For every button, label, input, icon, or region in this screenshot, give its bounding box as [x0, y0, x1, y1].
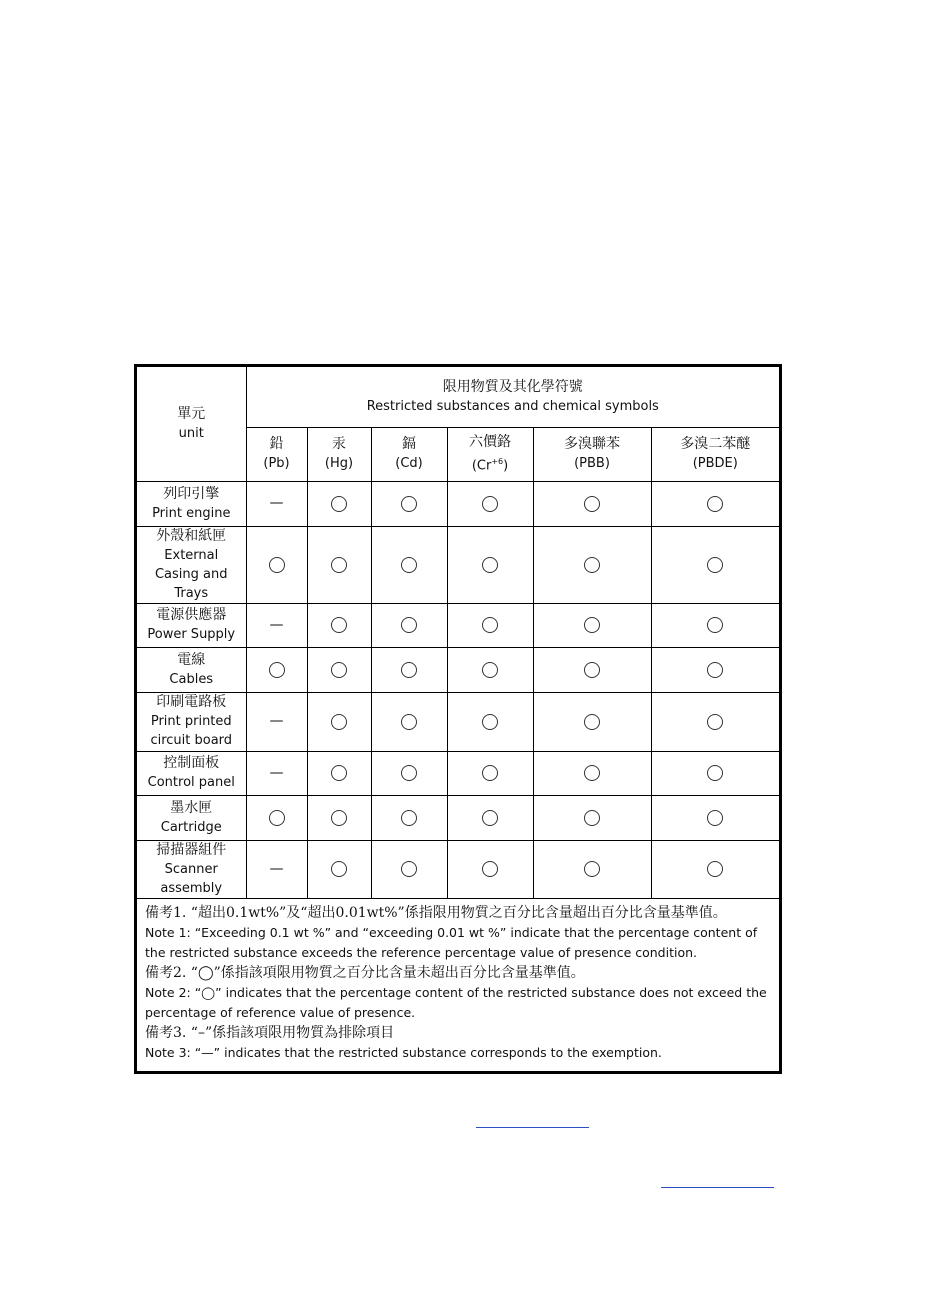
circle-mark-icon	[401, 714, 417, 730]
substance-status-cell	[371, 603, 447, 647]
substance-header-cell	[246, 427, 307, 481]
note-2-en: Note 2: “◯” indicates that the percentage content of the restricted substance does not exceed the percentage of reference value of presence.	[145, 984, 767, 1020]
circle-mark-icon	[331, 810, 347, 826]
substance-status-cell	[371, 751, 447, 795]
substance-name-zh: 鎘	[402, 436, 416, 452]
unit-name-en: External	[164, 547, 219, 563]
circle-mark-icon	[331, 765, 347, 781]
restricted-substances-table	[137, 367, 779, 899]
unit-name-cell	[137, 751, 246, 795]
substance-status-cell	[533, 526, 651, 603]
circle-mark-icon	[482, 617, 498, 633]
unit-name-zh: 掃描器組件	[156, 841, 227, 858]
substance-status-cell	[651, 795, 779, 840]
circle-mark-icon	[401, 810, 417, 826]
substance-status-cell	[371, 526, 447, 603]
substance-header-cell	[651, 427, 779, 481]
substance-status-cell	[246, 692, 307, 751]
circle-mark-icon	[482, 557, 498, 573]
circle-mark-icon	[269, 810, 285, 826]
substance-status-cell	[447, 647, 533, 692]
circle-mark-icon	[707, 861, 723, 877]
substance-status-cell	[447, 603, 533, 647]
circle-mark-icon	[482, 765, 498, 781]
rohs-table-frame	[134, 364, 782, 1074]
unit-header-en: unit	[178, 425, 204, 441]
unit-name-zh: 控制面板	[163, 755, 220, 771]
circle-mark-icon	[331, 861, 347, 877]
restricted-header-zh: 限用物質及其化學符號	[442, 378, 583, 395]
substance-status-cell	[307, 603, 371, 647]
circle-mark-icon	[331, 714, 347, 730]
unit-name-en: Trays	[174, 585, 209, 601]
circle-mark-icon	[707, 617, 723, 633]
table-row	[137, 751, 779, 795]
dash-mark: —	[269, 860, 284, 877]
dash-mark: —	[269, 616, 284, 633]
circle-mark-icon	[482, 714, 498, 730]
notes-section	[137, 899, 779, 1063]
unit-name-en: Power Supply	[147, 627, 236, 642]
substance-symbol: (Pb)	[263, 456, 290, 471]
substance-status-cell	[246, 481, 307, 526]
substance-name-zh: 多溴聯苯	[564, 436, 620, 452]
unit-header-zh: 單元	[177, 405, 206, 422]
substance-name-zh: 多溴二苯醚	[680, 436, 751, 452]
substance-header-cell	[447, 427, 533, 481]
circle-mark-icon	[584, 810, 600, 826]
substance-symbol: (Hg)	[324, 456, 354, 471]
substance-symbol: (Cd)	[395, 456, 423, 471]
substance-header-cell	[533, 427, 651, 481]
unit-name-en: circuit board	[150, 733, 233, 748]
table-row	[137, 692, 779, 751]
circle-mark-icon	[482, 662, 498, 678]
table-row	[137, 603, 779, 647]
circle-mark-icon	[707, 496, 723, 512]
circle-mark-icon	[584, 557, 600, 573]
circle-mark-icon	[707, 714, 723, 730]
substance-status-cell	[371, 795, 447, 840]
substance-status-cell	[307, 647, 371, 692]
substance-status-cell	[246, 751, 307, 795]
substance-status-cell	[447, 692, 533, 751]
substance-status-cell	[246, 840, 307, 898]
unit-name-en: Print engine	[152, 505, 231, 521]
circle-mark-icon	[584, 617, 600, 633]
note-3-zh: 備考3. “–”係指該項限用物質為排除項目	[145, 1024, 395, 1041]
unit-name-en: Casing and	[154, 566, 228, 582]
unit-name-en: Scanner	[164, 861, 218, 877]
substance-symbol-end: )	[503, 458, 509, 474]
circle-mark-icon	[584, 714, 600, 730]
substance-status-cell	[533, 795, 651, 840]
note-1-zh: 備考1. “超出0.1wt%”及“超出0.01wt%”係指限用物質之百分比含量超出百分比含量基準值。	[145, 904, 727, 921]
unit-name-en: Print printed	[150, 714, 232, 729]
table-row	[137, 840, 779, 898]
note-2-zh: 備考2. “◯”係指該項限用物質之百分比含量未超出百分比含量基準值。	[145, 964, 585, 981]
substance-name-zh: 六價鉻	[469, 433, 511, 450]
substance-status-cell	[533, 603, 651, 647]
table-row	[137, 526, 779, 603]
substance-name-zh: 汞	[332, 436, 346, 452]
unit-name-zh: 列印引擎	[163, 485, 220, 502]
circle-mark-icon	[707, 662, 723, 678]
substance-status-cell	[246, 647, 307, 692]
substance-status-cell	[371, 647, 447, 692]
unit-name-en: assembly	[160, 880, 223, 896]
circle-mark-icon	[584, 861, 600, 877]
unit-name-cell	[137, 603, 246, 647]
dash-mark: —	[269, 713, 284, 729]
dash-mark: —	[269, 495, 284, 511]
substance-status-cell	[651, 603, 779, 647]
substance-status-cell	[371, 692, 447, 751]
substance-name-zh: 鉛	[269, 436, 284, 452]
table-row	[137, 481, 779, 526]
circle-mark-icon	[584, 496, 600, 512]
substance-status-cell	[533, 481, 651, 526]
link-underline[interactable]	[661, 1187, 774, 1188]
unit-name-cell	[137, 481, 246, 526]
substance-status-cell	[447, 795, 533, 840]
unit-name-zh: 外殼和紙匣	[156, 527, 227, 544]
circle-mark-icon	[584, 662, 600, 678]
substance-status-cell	[307, 795, 371, 840]
substance-status-cell	[246, 526, 307, 603]
unit-name-zh: 電線	[177, 651, 206, 668]
substance-symbol	[448, 452, 533, 475]
substance-status-cell	[307, 526, 371, 603]
circle-mark-icon	[401, 617, 417, 633]
unit-name-en: Cartridge	[160, 819, 222, 835]
circle-mark-icon	[482, 496, 498, 512]
circle-mark-icon	[269, 557, 285, 573]
table-row	[137, 647, 779, 692]
substance-symbol: (PBDE)	[692, 456, 738, 471]
substance-status-cell	[246, 603, 307, 647]
substance-status-cell	[447, 751, 533, 795]
unit-name-zh: 電源供應器	[156, 607, 227, 623]
substance-status-cell	[651, 481, 779, 526]
restricted-substances-header	[246, 367, 779, 427]
circle-mark-icon	[401, 557, 417, 573]
substance-status-cell	[371, 481, 447, 526]
substance-status-cell	[651, 647, 779, 692]
circle-mark-icon	[401, 496, 417, 512]
substance-status-cell	[447, 526, 533, 603]
unit-name-cell	[137, 526, 246, 603]
substance-symbol-superscript: +6	[491, 456, 504, 466]
substance-status-cell	[533, 647, 651, 692]
circle-mark-icon	[707, 765, 723, 781]
unit-name-zh: 印刷電路板	[156, 694, 227, 710]
circle-mark-icon	[331, 617, 347, 633]
note-3-en: Note 3: “—” indicates that the restricted substance corresponds to the exemption.	[145, 1044, 662, 1060]
substance-status-cell	[307, 481, 371, 526]
substance-status-cell	[533, 840, 651, 898]
substance-status-cell	[651, 526, 779, 603]
restricted-header-en: Restricted substances and chemical symbols	[366, 398, 659, 414]
unit-name-cell	[137, 840, 246, 898]
substance-status-cell	[307, 840, 371, 898]
circle-mark-icon	[707, 557, 723, 573]
circle-mark-icon	[331, 496, 347, 512]
substance-status-cell	[533, 751, 651, 795]
substance-header-cell	[371, 427, 447, 481]
substance-status-cell	[533, 692, 651, 751]
unit-name-zh: 墨水匣	[170, 799, 213, 816]
substance-status-cell	[447, 481, 533, 526]
circle-mark-icon	[331, 662, 347, 678]
link-underline[interactable]	[476, 1127, 589, 1128]
circle-mark-icon	[401, 765, 417, 781]
circle-mark-icon	[482, 861, 498, 877]
circle-mark-icon	[707, 810, 723, 826]
substance-symbol: (PBB)	[574, 456, 610, 471]
unit-header-cell	[137, 367, 246, 481]
dash-mark: —	[269, 764, 284, 781]
circle-mark-icon	[482, 810, 498, 826]
substance-status-cell	[447, 840, 533, 898]
substance-status-cell	[371, 840, 447, 898]
unit-name-cell	[137, 692, 246, 751]
circle-mark-icon	[401, 662, 417, 678]
note-1-en: Note 1: “Exceeding 0.1 wt %” and “exceeding 0.01 wt %” indicate that the percentage content of the restricted substance exceeds the reference percentage value of presence condition.	[145, 924, 758, 960]
circle-mark-icon	[269, 662, 285, 678]
circle-mark-icon	[401, 861, 417, 877]
unit-name-cell	[137, 647, 246, 692]
substance-status-cell	[246, 795, 307, 840]
substance-status-cell	[307, 692, 371, 751]
circle-mark-icon	[584, 765, 600, 781]
substance-symbol-base: (Cr	[471, 458, 492, 474]
unit-name-en: Cables	[169, 671, 214, 687]
substance-status-cell	[651, 692, 779, 751]
substance-header-cell	[307, 427, 371, 481]
unit-name-cell	[137, 795, 246, 840]
substance-status-cell	[651, 751, 779, 795]
table-row	[137, 795, 779, 840]
substance-status-cell	[651, 840, 779, 898]
unit-name-en: Control panel	[147, 775, 235, 790]
substance-status-cell	[307, 751, 371, 795]
circle-mark-icon	[331, 557, 347, 573]
